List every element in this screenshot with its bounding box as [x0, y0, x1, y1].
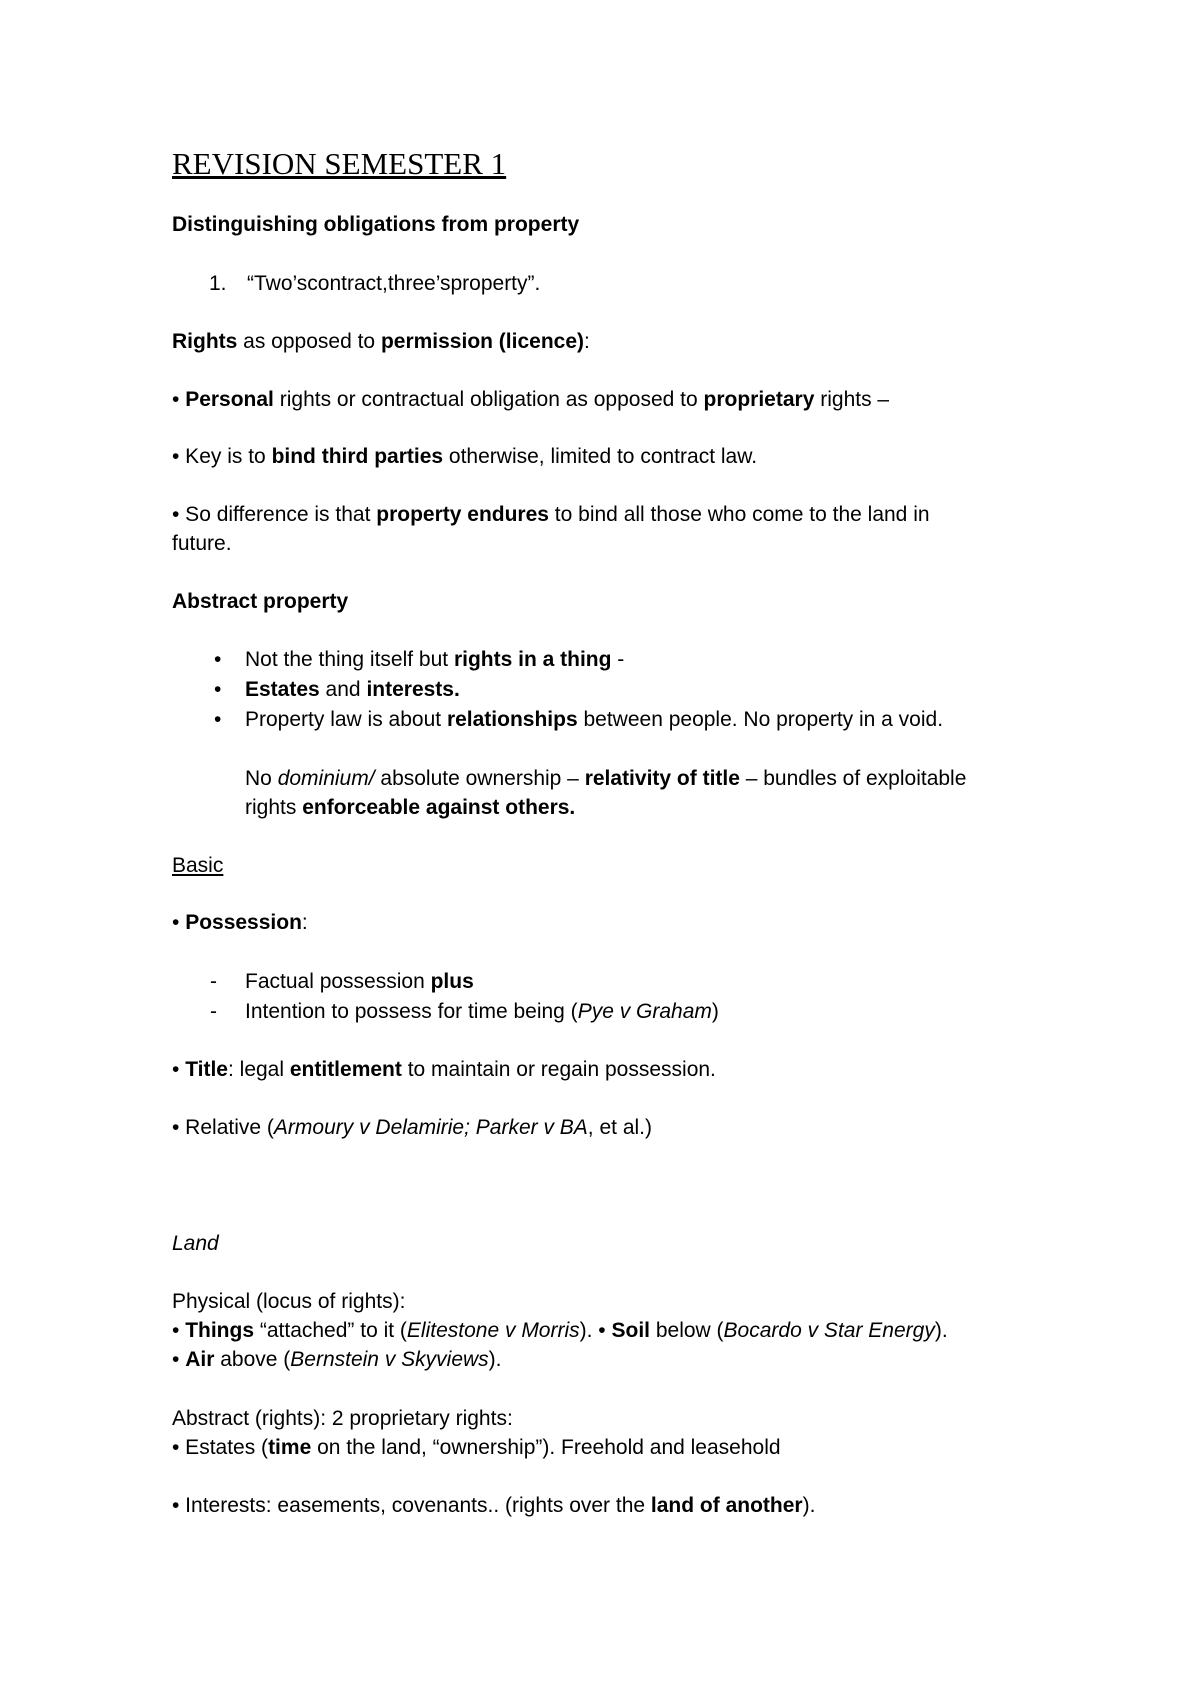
- text-run: property endures: [376, 503, 549, 526]
- list-item-intention: [245, 998, 719, 1025]
- bullet-personal-rights: [172, 386, 889, 413]
- text-run: ). •: [579, 1319, 612, 1342]
- abstract-rights-heading: Abstract (rights): 2 proprietary rights:: [172, 1407, 513, 1430]
- text-run: Estates: [245, 678, 320, 701]
- text-run: rights –: [814, 388, 890, 411]
- bullet-icon: •: [214, 648, 222, 671]
- text-run: Possession: [185, 911, 302, 934]
- text-run: Rights: [172, 330, 238, 353]
- list-item-not-thing: [245, 646, 624, 673]
- text-run: Armoury v Delamirie; Parker v BA: [273, 1116, 588, 1139]
- text-run: proprietary: [703, 388, 815, 411]
- dash-marker: -: [210, 1000, 217, 1023]
- text-run: below (: [650, 1319, 724, 1342]
- text-run: ).: [802, 1494, 816, 1517]
- text-run: •: [172, 911, 186, 934]
- text-run: •: [172, 1058, 186, 1081]
- text-run: Elitestone v Morris: [406, 1319, 580, 1342]
- text-run: , et al.): [587, 1116, 652, 1139]
- text-run: Title: [185, 1058, 228, 1081]
- text-run: between people. No property in a void.: [577, 708, 944, 731]
- list-item-estates: [245, 676, 460, 703]
- text-run: time: [268, 1436, 312, 1459]
- text-run: ).: [934, 1319, 948, 1342]
- text-run: land of another: [650, 1494, 803, 1517]
- section-heading-abstract: Abstract property: [172, 590, 349, 613]
- text-run: rights: [245, 796, 303, 819]
- text-run: Intention to possess for time being (: [245, 1000, 578, 1023]
- text-run: dominium/: [277, 767, 375, 790]
- bullet-estates: [172, 1434, 781, 1461]
- list-item-two-contract: “Two’scontract,three’sproperty”.: [247, 272, 541, 295]
- bullet-title: [172, 1056, 716, 1083]
- text-run: bind third parties: [271, 445, 444, 468]
- dash-marker: -: [210, 970, 217, 993]
- text-run: Bocardo v Star Energy: [723, 1319, 935, 1342]
- text-run: enforceable against others.: [302, 796, 576, 819]
- text-run: -: [611, 648, 625, 671]
- text-run: plus: [430, 970, 474, 993]
- list-item-factual-possession: [245, 968, 474, 995]
- text-run: • Interests: easements, covenants.. (rights over the: [172, 1494, 651, 1517]
- text-run: rights in a thing: [453, 648, 612, 671]
- text-run: ): [711, 1000, 719, 1023]
- text-run: Things: [185, 1319, 255, 1342]
- text-run: :: [584, 330, 590, 353]
- text-run: :: [301, 911, 308, 934]
- text-run: •: [172, 1319, 186, 1342]
- text-run: • Estates (: [172, 1436, 269, 1459]
- list-item-relationships: [245, 706, 943, 733]
- text-run: interests.: [366, 678, 460, 701]
- section-heading-obligations: Distinguishing obligations from property: [172, 213, 580, 236]
- text-run: permission (licence): [380, 330, 585, 353]
- text-run: • Key is to: [172, 445, 272, 468]
- text-run: • So difference is that: [172, 503, 377, 526]
- list-number: 1.: [209, 272, 227, 295]
- text-run: on the land, “ownership”). Freehold and leasehold: [311, 1436, 781, 1459]
- bullet-property-endures-cont: future.: [172, 532, 232, 555]
- text-run: to bind all those who come to the land in: [548, 503, 930, 526]
- text-run: above (: [214, 1348, 291, 1371]
- text-run: entitlement: [289, 1058, 402, 1081]
- text-run: Not the thing itself but: [245, 648, 454, 671]
- text-run: to maintain or regain possession.: [401, 1058, 716, 1081]
- text-run: as opposed to: [237, 330, 381, 353]
- bullet-icon: •: [214, 678, 222, 701]
- text-run: Property law is about: [245, 708, 447, 731]
- text-run: absolute ownership –: [374, 767, 585, 790]
- text-run: relationships: [446, 708, 578, 731]
- bullet-third-parties: [172, 443, 757, 470]
- text-run: • Relative (: [172, 1116, 274, 1139]
- text-run: relativity of title: [584, 767, 740, 790]
- text-run: Personal: [185, 388, 274, 411]
- bullet-things-attached: [172, 1317, 948, 1344]
- text-run: No: [245, 767, 278, 790]
- no-dominium-paragraph-cont: [245, 794, 575, 821]
- text-run: ).: [488, 1348, 502, 1371]
- text-run: Soil: [611, 1319, 651, 1342]
- bullet-air-above: [172, 1346, 502, 1373]
- page-title: REVISION SEMESTER 1: [172, 146, 507, 181]
- no-dominium-paragraph: [245, 765, 966, 792]
- text-run: Pye v Graham: [577, 1000, 712, 1023]
- text-run: “attached” to it (: [254, 1319, 407, 1342]
- text-run: – bundles of exploitable: [739, 767, 967, 790]
- rights-paragraph: [172, 328, 590, 355]
- bullet-interests: [172, 1492, 815, 1519]
- text-run: otherwise, limited to contract law.: [443, 445, 758, 468]
- bullet-relative: [172, 1114, 652, 1141]
- text-run: rights or contractual obligation as opposed to: [273, 388, 704, 411]
- section-heading-basic: Basic: [172, 854, 224, 877]
- text-run: and: [319, 678, 367, 701]
- physical-heading: Physical (locus of rights):: [172, 1290, 406, 1313]
- text-run: •: [172, 388, 186, 411]
- text-run: Factual possession: [245, 970, 431, 993]
- text-run: •: [172, 1348, 186, 1371]
- bullet-property-endures: [172, 501, 930, 528]
- bullet-icon: •: [214, 708, 222, 731]
- text-run: Bernstein v Skyviews: [290, 1348, 489, 1371]
- text-run: : legal: [227, 1058, 290, 1081]
- text-run: Air: [185, 1348, 215, 1371]
- bullet-possession: [172, 909, 308, 936]
- section-heading-land: Land: [172, 1232, 219, 1255]
